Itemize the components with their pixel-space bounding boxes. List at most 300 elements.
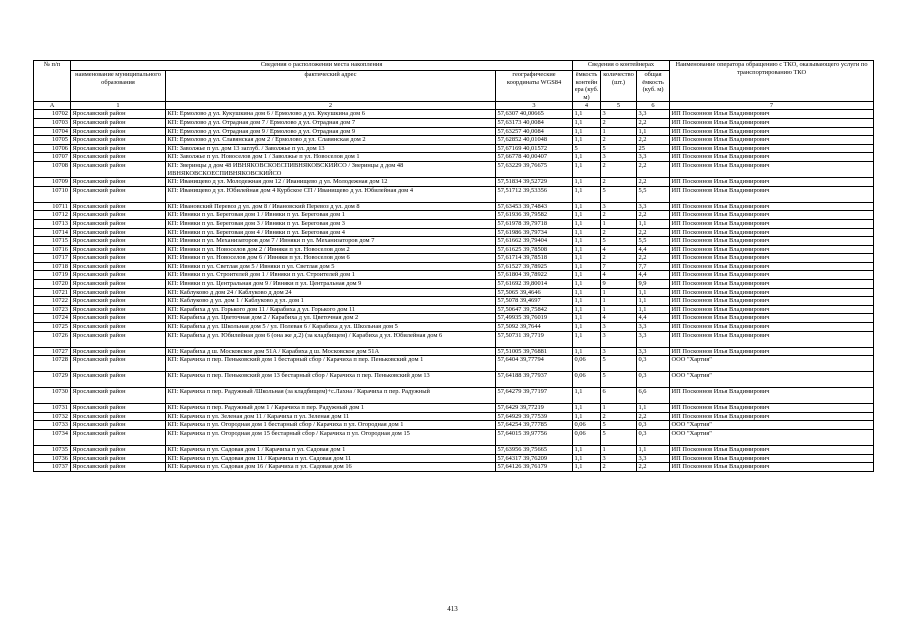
row-number-cell: 10714 [34,228,71,237]
row-number-cell: 10709 [34,178,71,187]
capacity-cell: 1,1 [573,446,601,455]
row-number-cell: 10711 [34,202,71,211]
address-cell: КП: Ивняки п ул. Механизаторов дом 7 / Ивняки п ул. Механизаторов дом 7 [166,237,496,246]
coordinates-cell: 57,64317 39,76209 [496,454,573,463]
total-capacity-cell: 1,1 [637,297,670,306]
address-cell: КП: Ивняки п ул. Новоселов дом 6 / Ивняки п ул. Новоселов дом 6 [166,254,496,263]
municipality-cell: Ярославский район [71,430,166,446]
operator-cell: ИП Посконнов Илья Владимирович [670,280,874,289]
address-cell: КП: Карачиха п ул. Зеленая дом 11 / Карачиха п ул. Зеленая дом 11 [166,412,496,421]
total-capacity-cell: 1,1 [637,446,670,455]
count-cell: 2 [601,136,637,145]
row-number-cell: 10717 [34,254,71,263]
operator-cell: ИП Посконнов Илья Владимирович [670,228,874,237]
capacity-cell: 1,1 [573,211,601,220]
row-number-cell: 10726 [34,331,71,347]
coordinates-cell: 57,61986 39,79734 [496,228,573,237]
capacity-cell: 1,1 [573,347,601,356]
municipality-cell: Ярославский район [71,136,166,145]
total-capacity-cell: 2,2 [637,228,670,237]
coordinates-cell: 57,50731 39,7719 [496,331,573,347]
row-number-cell: 10712 [34,211,71,220]
count-cell: 4 [601,314,637,323]
coordinates-cell: 57,64126 39,76179 [496,463,573,472]
municipality-cell: Ярославский район [71,388,166,404]
capacity-cell: 1,1 [573,412,601,421]
municipality-cell: Ярославский район [71,202,166,211]
total-capacity-cell: 1,1 [637,288,670,297]
operator-cell: ИП Посконнов Илья Владимирович [670,186,874,202]
address-cell: КП: Ивняки п ул. Береговая дом 1 / Ивняки п ул. Береговая дом 1 [166,211,496,220]
table-body [34,110,874,471]
total-capacity-cell: 4,4 [637,314,670,323]
municipality-cell: Ярославский район [71,331,166,347]
capacity-cell: 1,1 [573,262,601,271]
address-cell: КП: Карачиха п ул. Садовая дом 11 / Карачиха п ул. Садовая дом 11 [166,454,496,463]
municipality-cell: Ярославский район [71,245,166,254]
count-cell: 2 [601,161,637,177]
total-capacity-cell: 1,1 [637,305,670,314]
address-cell: КП: Ивняки п ул. Строителей дом 1 / Ивняки п ул. Строителей дом 1 [166,271,496,280]
operator-cell: ИП Посконнов Илья Владимирович [670,331,874,347]
count-cell: 5 [601,421,637,430]
header-containers-group: Сведения о контейнерах [573,61,670,71]
total-capacity-cell: 0,3 [637,372,670,388]
total-capacity-cell: 6,6 [637,388,670,404]
count-cell: 5 [601,430,637,446]
municipality-cell: Ярославский район [71,211,166,220]
address-cell: КП: Ивановский Перевоз д ул. дом 8 / Ивановский Перевоз д ул. дом 8 [166,202,496,211]
coordinates-cell: 57,6429 39,77219 [496,404,573,413]
capacity-cell: 1,1 [573,314,601,323]
address-cell: КП: Карачиха п ул. Огородная дом 15 бестарный сбор / Карачиха п ул. Огородная дом 15 [166,430,496,446]
count-cell: 4 [601,245,637,254]
total-capacity-cell: 1,1 [637,219,670,228]
count-cell: 2 [601,412,637,421]
table-row [34,178,874,187]
capacity-cell: 1,1 [573,331,601,347]
table-row [34,136,874,145]
total-capacity-cell: 3,3 [637,323,670,332]
coordinates-cell: 57,5065 39,4646 [496,288,573,297]
coordinates-cell: 57,64188 39,77937 [496,372,573,388]
waste-sites-table [33,60,874,472]
municipality-cell: Ярославский район [71,297,166,306]
count-cell: 5 [601,237,637,246]
count-cell: 5 [601,186,637,202]
address-cell: КП: Карачиха п пер. Пеньковский дом 13 бестарный сбор / Карачиха п пер. Пеньковский дом 13 [166,372,496,388]
index-cell: 6 [637,102,670,110]
coordinates-cell: 57,51005 39,76881 [496,347,573,356]
operator-cell: ИП Посконнов Илья Владимирович [670,314,874,323]
row-number-cell: 10716 [34,245,71,254]
coordinates-cell: 57,61662 39,79404 [496,237,573,246]
table-row [34,446,874,455]
capacity-cell: 1,1 [573,454,601,463]
municipality-cell: Ярославский район [71,178,166,187]
count-cell: 2 [601,254,637,263]
count-cell: 2 [601,228,637,237]
coordinates-cell: 57,64015 39,97756 [496,430,573,446]
table-row [34,288,874,297]
table-row [34,245,874,254]
operator-cell: ИП Посконнов Илья Владимирович [670,347,874,356]
table-row [34,254,874,263]
address-cell: КП: Ермолово д ул. Кукушкина дом 6 / Ермолово д ул. Кукушкина дом 6 [166,110,496,119]
page-number: 413 [447,605,458,613]
municipality-cell: Ярославский район [71,412,166,421]
table-row [34,388,874,404]
coordinates-cell: 57,5092 39,7644 [496,323,573,332]
municipality-cell: Ярославский район [71,237,166,246]
capacity-cell: 1,1 [573,153,601,162]
total-capacity-cell: 2,2 [637,254,670,263]
operator-cell: ИП Посконнов Илья Владимирович [670,153,874,162]
address-cell: КП: Ивняки п ул. Береговая дом 3 / Ивняки п ул. Береговая дом 3 [166,219,496,228]
operator-cell: ИП Посконнов Илья Владимирович [670,178,874,187]
total-capacity-cell: 1,1 [637,404,670,413]
count-cell: 2 [601,178,637,187]
row-number-cell: 10703 [34,118,71,127]
address-cell: КП: Заволжье п ул. дом 13 заглуб. / Заволжье п ул. дом 13 [166,144,496,153]
coordinates-cell: 57,64279 39,77197 [496,388,573,404]
header-address: фактический адрес [166,71,496,102]
table-row [34,323,874,332]
row-number-cell: 10718 [34,262,71,271]
capacity-cell: 1,1 [573,288,601,297]
operator-cell: ИП Посконнов Илья Владимирович [670,305,874,314]
table-row [34,412,874,421]
header-municipality: наименование муниципального образования [71,71,166,102]
total-capacity-cell: 0,3 [637,356,670,372]
count-cell: 2 [601,118,637,127]
count-cell: 5 [601,144,637,153]
row-number-cell: 10723 [34,305,71,314]
total-capacity-cell: 2,2 [637,178,670,187]
table-row [34,161,874,177]
coordinates-cell: 57,63453 39,74843 [496,202,573,211]
count-cell: 3 [601,153,637,162]
operator-cell: ИП Посконнов Илья Владимирович [670,404,874,413]
municipality-cell: Ярославский район [71,280,166,289]
table-row [34,271,874,280]
table-row [34,280,874,289]
operator-cell: ООО "Хартия" [670,421,874,430]
address-cell: КП: Ивняки п ул. Светлая дом 5 / Ивняки п ул. Светлая дом 5 [166,262,496,271]
header-number: № п/п [34,61,71,102]
table-row [34,372,874,388]
header-operator: Наименование оператора обращению с ТКО, оказывающего услуги по транспортированию ТКО [670,61,874,102]
operator-cell: ИП Посконнов Илья Владимирович [670,110,874,119]
index-cell: 5 [601,102,637,110]
capacity-cell: 1,1 [573,237,601,246]
operator-cell: ИП Посконнов Илья Владимирович [670,118,874,127]
address-cell: КП: Карачиха п пер. Радужный дом 1 / Карачиха п пер. Радужный дом 1 [166,404,496,413]
municipality-cell: Ярославский район [71,404,166,413]
municipality-cell: Ярославский район [71,372,166,388]
total-capacity-cell: 9,9 [637,280,670,289]
total-capacity-cell: 2,2 [637,118,670,127]
coordinates-cell: 57,61527 39,78925 [496,262,573,271]
row-number-cell: 10721 [34,288,71,297]
capacity-cell: 1,1 [573,280,601,289]
capacity-cell: 1,1 [573,245,601,254]
coordinates-cell: 57,5078 39,4697 [496,297,573,306]
total-capacity-cell: 2,2 [637,463,670,472]
table-row [34,331,874,347]
row-number-cell: 10731 [34,404,71,413]
table-row [34,144,874,153]
row-number-cell: 10736 [34,454,71,463]
total-capacity-cell: 3,3 [637,153,670,162]
address-cell: КП: Карабиха д ул. Цветочная дом 2 / Карабиха д ул. Цветочная дом 2 [166,314,496,323]
municipality-cell: Ярославский район [71,186,166,202]
address-cell: КП: Карабиха д ул. Юбилейная дом 6 (она же д.2) (за кладбищем) / Карабиха д ул. Юбилейная дом 6 [166,331,496,347]
address-cell: КП: Ермолово д ул. Отрадная дом 9 / Ермолово д ул. Отрадная дом 9 [166,127,496,136]
address-cell: КП: Карачиха п пер. Пеньковский дом 1 бестарный сбор / Карачиха п пер. Пеньковский дом 1 [166,356,496,372]
row-number-cell: 10724 [34,314,71,323]
coordinates-cell: 57,6404 39,77794 [496,356,573,372]
municipality-cell: Ярославский район [71,463,166,472]
municipality-cell: Ярославский район [71,323,166,332]
row-number-cell: 10707 [34,153,71,162]
row-number-cell: 10722 [34,297,71,306]
row-number-cell: 10733 [34,421,71,430]
address-cell: КП: Зверинцы д дом 48 ИВНЯКОВСКОЕСПИВНЯКОВСКИЙСО / Зверинцы д дом 48 ИВНЯКОВСКОЕСПИВНЯКОВСКИЙСО [166,161,496,177]
count-cell: 1 [601,404,637,413]
count-cell: 3 [601,323,637,332]
row-number-cell: 10734 [34,430,71,446]
capacity-cell: 5 [573,144,601,153]
operator-cell: ИП Посконнов Илья Владимирович [670,454,874,463]
total-capacity-cell: 2,2 [637,161,670,177]
capacity-cell: 1,1 [573,136,601,145]
row-number-cell: 10705 [34,136,71,145]
table-row [34,153,874,162]
operator-cell: ИП Посконнов Илья Владимирович [670,161,874,177]
row-number-cell: 10735 [34,446,71,455]
operator-cell: ИП Посконнов Илья Владимирович [670,237,874,246]
table-row [34,219,874,228]
table-row [34,404,874,413]
capacity-cell: 1,1 [573,127,601,136]
operator-cell: ИП Посконнов Илья Владимирович [670,288,874,297]
table-row [34,430,874,446]
total-capacity-cell: 0,3 [637,430,670,446]
header-coordinates: географические координаты WGS84 [496,71,573,102]
row-number-cell: 10715 [34,237,71,246]
municipality-cell: Ярославский район [71,356,166,372]
total-capacity-cell: 5,5 [637,186,670,202]
row-number-cell: 10713 [34,219,71,228]
municipality-cell: Ярославский район [71,262,166,271]
capacity-cell: 1,1 [573,202,601,211]
table-row [34,347,874,356]
table-row [34,262,874,271]
capacity-cell: 1,1 [573,297,601,306]
operator-cell: ИП Посконнов Илья Владимирович [670,412,874,421]
row-number-cell: 10704 [34,127,71,136]
table-row [34,463,874,472]
count-cell: 2 [601,211,637,220]
municipality-cell: Ярославский район [71,254,166,263]
capacity-cell: 1,1 [573,219,601,228]
coordinates-cell: 57,61692 39,80014 [496,280,573,289]
address-cell: КП: Карачиха п ул. Огородная дом 1 бестарный сбор / Карачиха п ул. Огородная дом 1 [166,421,496,430]
total-capacity-cell: 2,2 [637,211,670,220]
operator-cell: ИП Посконнов Илья Владимирович [670,446,874,455]
count-cell: 1 [601,219,637,228]
operator-cell: ИП Посконнов Илья Владимирович [670,144,874,153]
registry-sheet [33,60,873,472]
count-cell: 7 [601,262,637,271]
operator-cell: ИП Посконнов Илья Владимирович [670,262,874,271]
count-cell: 3 [601,454,637,463]
count-cell: 1 [601,446,637,455]
municipality-cell: Ярославский район [71,110,166,119]
table-row [34,127,874,136]
total-capacity-cell: 25 [637,144,670,153]
municipality-cell: Ярославский район [71,421,166,430]
capacity-cell: 1,1 [573,110,601,119]
capacity-cell: 1,1 [573,323,601,332]
address-cell: КП: Карачиха п пер. Радужный /Школьная (за кладбищем)+с.Лахна / Карачиха п пер. Радужный [166,388,496,404]
address-cell: КП: Карабиха д ш. Московское дом 51А / Карабиха д ш. Московское дом 51А [166,347,496,356]
count-cell: 5 [601,356,637,372]
count-cell: 1 [601,127,637,136]
operator-cell: ООО "Хартия" [670,356,874,372]
municipality-cell: Ярославский район [71,118,166,127]
total-capacity-cell: 3,3 [637,110,670,119]
row-number-cell: 10730 [34,388,71,404]
coordinates-cell: 57,61714 39,78518 [496,254,573,263]
row-number-cell: 10737 [34,463,71,472]
row-number-cell: 10720 [34,280,71,289]
index-cell: 3 [496,102,573,110]
total-capacity-cell: 4,4 [637,245,670,254]
capacity-cell: 1,1 [573,161,601,177]
operator-cell: ИП Посконнов Илья Владимирович [670,463,874,472]
municipality-cell: Ярославский район [71,161,166,177]
capacity-cell: 0,06 [573,356,601,372]
coordinates-cell: 57,63173 40,0084 [496,118,573,127]
municipality-cell: Ярославский район [71,454,166,463]
operator-cell: ООО "Хартия" [670,372,874,388]
header-total-capacity: общая ёмкость (куб. м) [637,71,670,102]
operator-cell: ИП Посконнов Илья Владимирович [670,245,874,254]
count-cell: 4 [601,271,637,280]
capacity-cell: 0,06 [573,421,601,430]
municipality-cell: Ярославский район [71,144,166,153]
municipality-cell: Ярославский район [71,228,166,237]
coordinates-cell: 57,66778 40,00407 [496,153,573,162]
capacity-cell: 1,1 [573,404,601,413]
row-number-cell: 10710 [34,186,71,202]
index-cell: A [34,102,71,110]
address-cell: КП: Ивняки п ул. Новоселов дом 2 / Ивняки п ул. Новоселов дом 2 [166,245,496,254]
index-cell: 7 [670,102,874,110]
count-cell: 3 [601,331,637,347]
coordinates-cell: 57,50647 39,75842 [496,305,573,314]
address-cell: КП: Иванищево д ул. Юбилейная дом 4 Курбское СП / Иванищево д ул. Юбилейная дом 4 [166,186,496,202]
municipality-cell: Ярославский район [71,288,166,297]
row-number-cell: 10725 [34,323,71,332]
index-cell: 4 [573,102,601,110]
count-cell: 3 [601,347,637,356]
municipality-cell: Ярославский район [71,305,166,314]
header-location-group: Сведения о расположении места накопления [71,61,573,71]
row-number-cell: 10728 [34,356,71,372]
table-row [34,421,874,430]
table-row [34,186,874,202]
coordinates-cell: 57,6307 40,00665 [496,110,573,119]
total-capacity-cell: 5,5 [637,237,670,246]
capacity-cell: 0,06 [573,430,601,446]
capacity-cell: 1,1 [573,178,601,187]
coordinates-cell: 57,64929 39,77539 [496,412,573,421]
address-cell: КП: Каблуково д ул. дом 1 / Каблуково д ул. дом 1 [166,297,496,306]
address-cell: КП: Каблуково д дом 24 / Каблуково д дом 24 [166,288,496,297]
total-capacity-cell: 3,3 [637,331,670,347]
municipality-cell: Ярославский район [71,314,166,323]
capacity-cell: 1,1 [573,118,601,127]
total-capacity-cell: 2,2 [637,412,670,421]
address-cell: КП: Карабиха д ул. Школьная дом 5 / ул. Полевая 6 / Карабиха д ул. Школьная дом 5 [166,323,496,332]
address-cell: КП: Ермолово д ул. Отрадная дом 7 / Ермолово д ул. Отрадная дом 7 [166,118,496,127]
table-row [34,202,874,211]
count-cell: 3 [601,110,637,119]
address-cell: КП: Ивняки п ул. Береговая дом 4 / Ивняки п ул. Береговая дом 4 [166,228,496,237]
table-row [34,237,874,246]
total-capacity-cell: 7,7 [637,262,670,271]
row-number-cell: 10702 [34,110,71,119]
coordinates-cell: 57,64254 39,77785 [496,421,573,430]
total-capacity-cell: 3,3 [637,202,670,211]
count-cell: 2 [601,463,637,472]
count-cell: 1 [601,305,637,314]
municipality-cell: Ярославский район [71,219,166,228]
count-cell: 6 [601,388,637,404]
address-cell: КП: Иванищево д ул. Молодежная дом 12 / Иванищево д ул. Молодежная дом 12 [166,178,496,187]
coordinates-cell: 57,63956 39,75665 [496,446,573,455]
index-cell: 1 [71,102,166,110]
municipality-cell: Ярославский район [71,446,166,455]
coordinates-cell: 57,63257 40,0084 [496,127,573,136]
capacity-cell: 1,1 [573,271,601,280]
capacity-cell: 1,1 [573,228,601,237]
operator-cell: ИП Посконнов Илья Владимирович [670,254,874,263]
address-cell: КП: Заволжье п ул. Новоселов дом 1 / Заволжье п ул. Новоселов дом 1 [166,153,496,162]
capacity-cell: 1,1 [573,254,601,263]
address-cell: КП: Карачиха п ул. Садовая дом 16 / Карачиха п ул. Садовая дом 16 [166,463,496,472]
coordinates-cell: 57,61804 39,78922 [496,271,573,280]
row-number-cell: 10708 [34,161,71,177]
total-capacity-cell: 0,3 [637,421,670,430]
capacity-cell: 1,1 [573,305,601,314]
table-row [34,110,874,119]
coordinates-cell: 57,61978 39,79718 [496,219,573,228]
municipality-cell: Ярославский район [71,127,166,136]
coordinates-cell: 57,49935 39,76019 [496,314,573,323]
count-cell: 1 [601,288,637,297]
capacity-cell: 1,1 [573,463,601,472]
table-row [34,356,874,372]
header-capacity: ёмкость контейнера (куб. м) [573,71,601,102]
coordinates-cell: 57,51712 39,53356 [496,186,573,202]
table-row [34,454,874,463]
capacity-cell: 1,1 [573,388,601,404]
coordinates-cell: 57,61625 39,78508 [496,245,573,254]
